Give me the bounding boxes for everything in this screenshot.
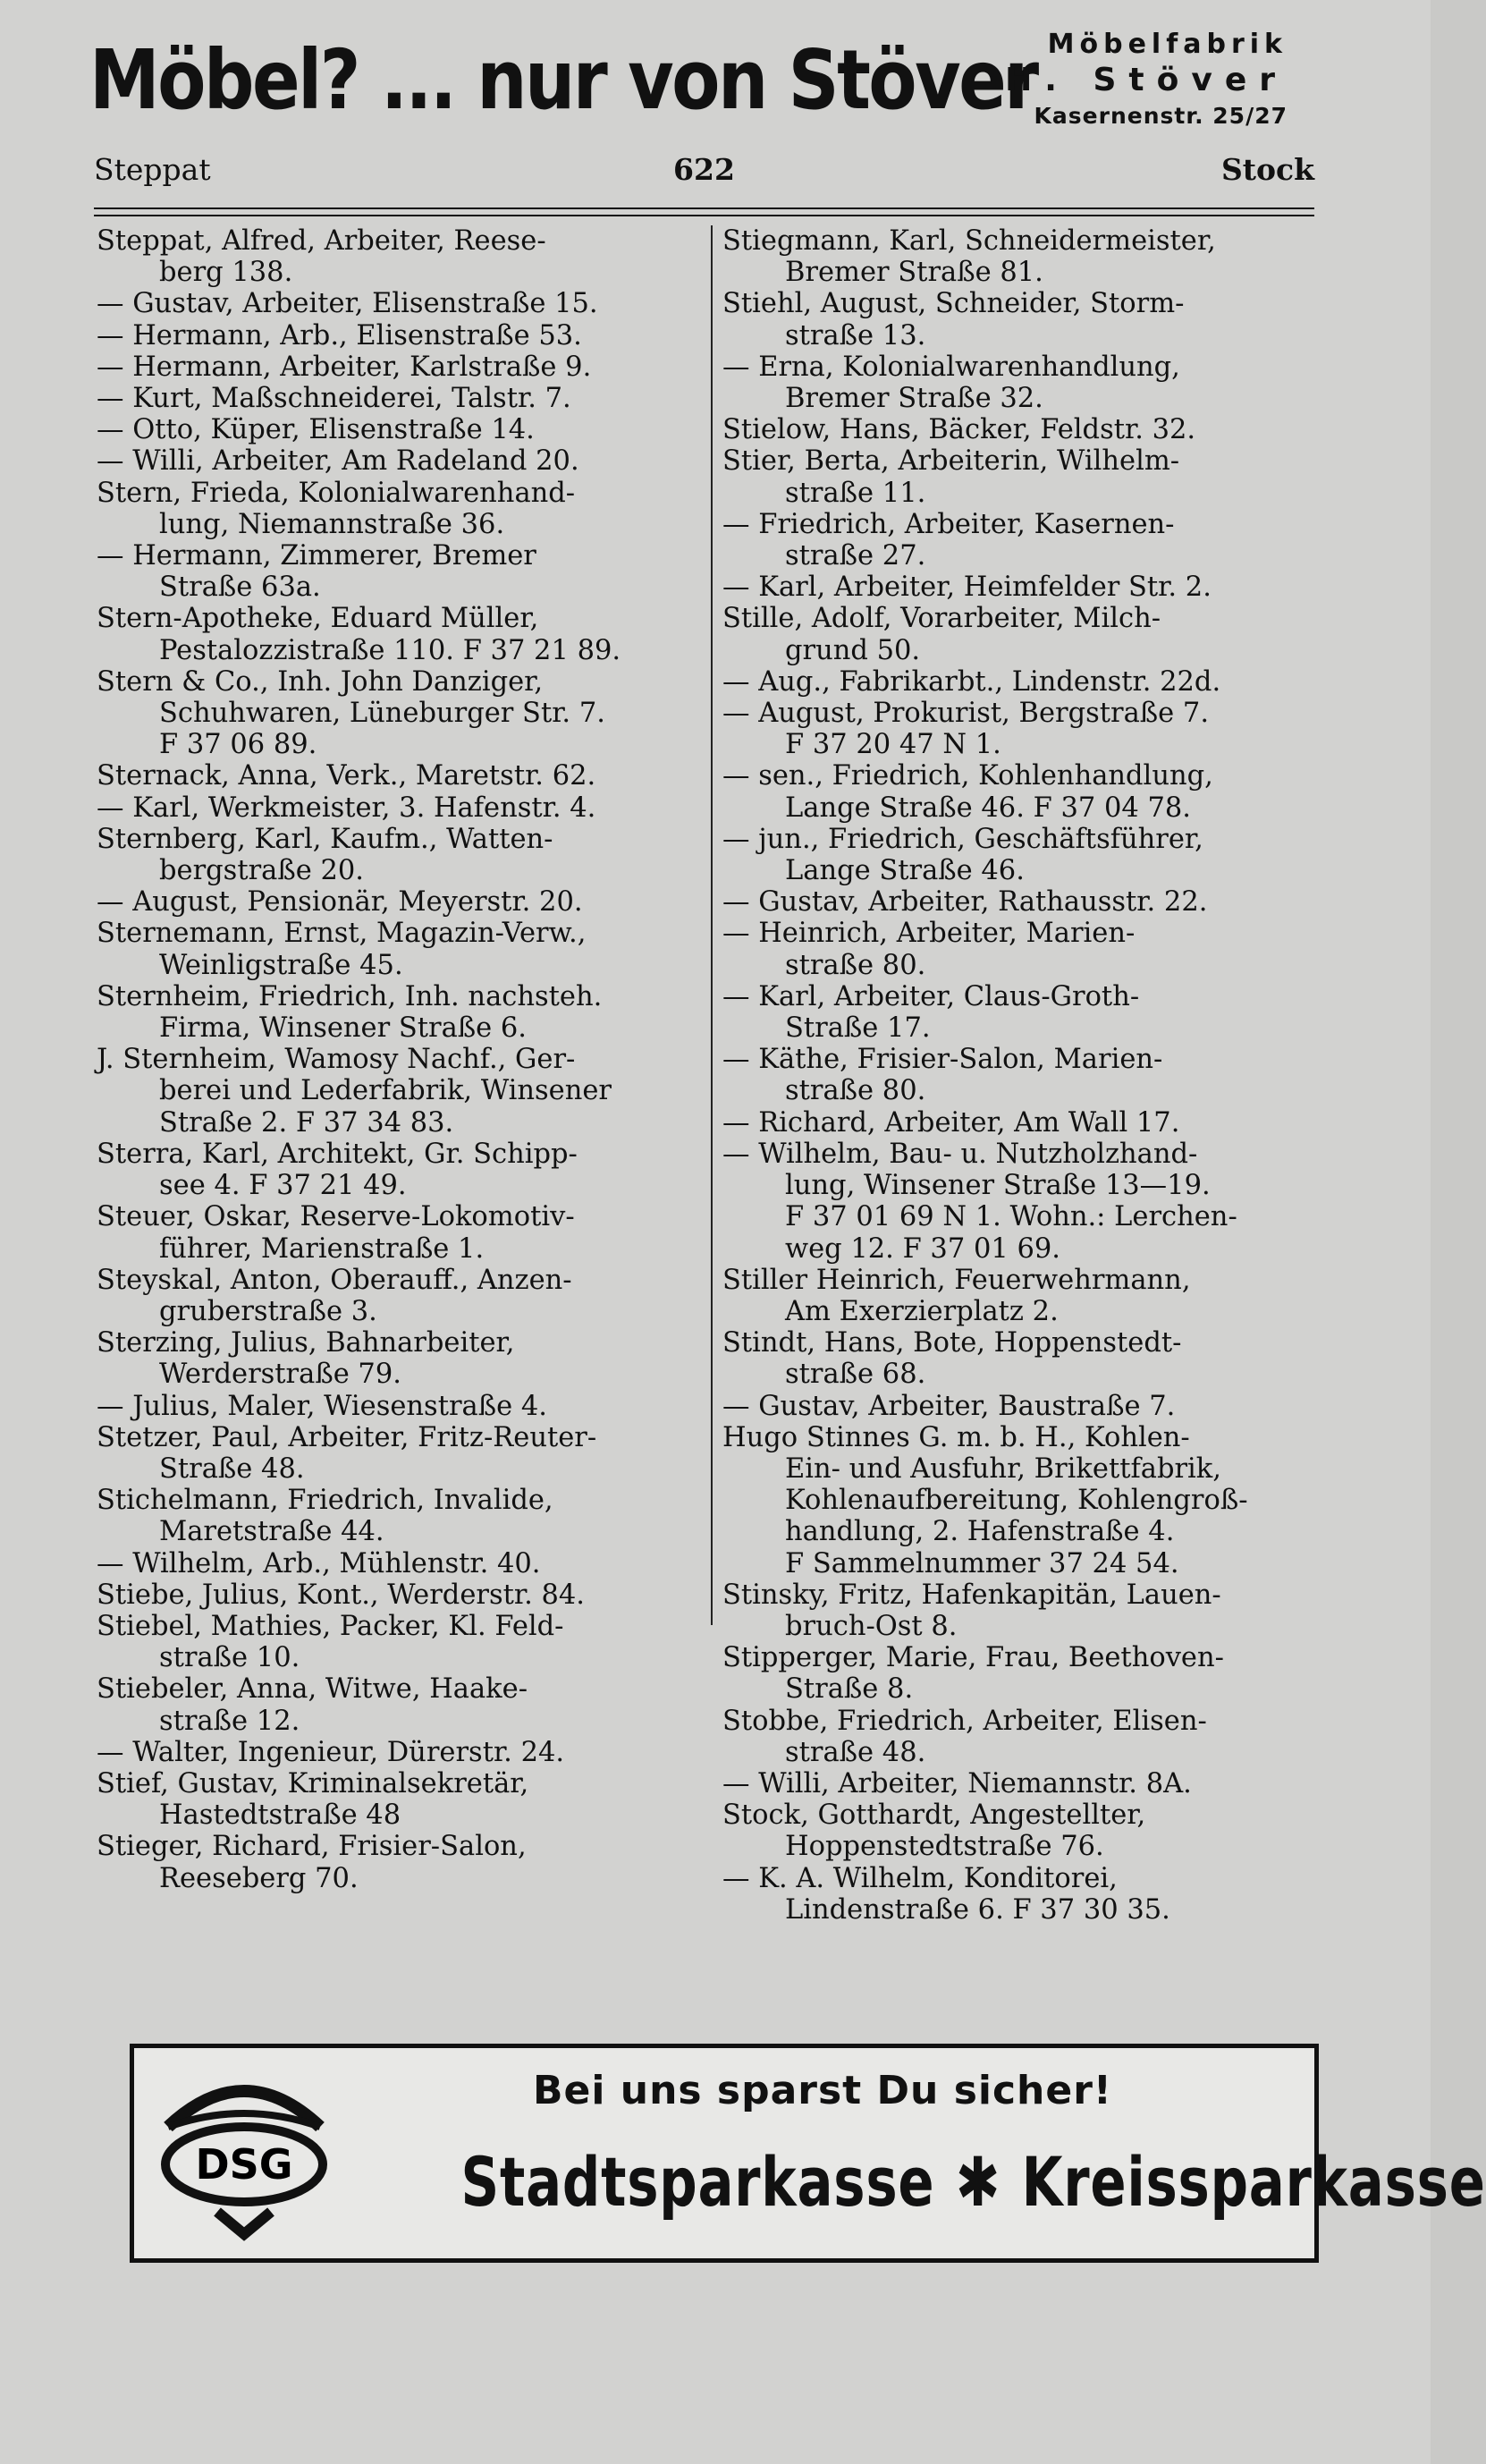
directory-entry	[722, 509, 1323, 572]
entry-line: — jun., Friedrich, Geschäftsführer,	[722, 823, 1203, 855]
directory-entry	[97, 414, 705, 445]
directory-entry	[722, 1579, 1323, 1642]
directory-entry	[722, 1799, 1323, 1862]
directory-entry	[722, 288, 1323, 351]
directory-entry	[722, 918, 1323, 980]
entry-line: Stinsky, Fritz, Hafenkapitän, Lauen-	[722, 1579, 1221, 1611]
directory-entry	[722, 1422, 1323, 1579]
directory-entry	[722, 1642, 1323, 1705]
entry-continuation-line: see 4. F 37 21 49.	[159, 1170, 407, 1202]
directory-entry	[722, 414, 1323, 445]
directory-entry	[722, 603, 1323, 665]
entry-continuation-line: Straße 48.	[159, 1452, 305, 1485]
directory-entry	[97, 1044, 705, 1139]
entry-continuation-line: Ein- und Ausfuhr, Brikettfabrik,	[785, 1452, 1221, 1485]
entry-line: — Willi, Arbeiter, Niemannstr. 8A.	[722, 1767, 1192, 1799]
entry-continuation-line: berg 138.	[159, 257, 293, 289]
directory-entry	[97, 1831, 705, 1893]
entry-line: — Heinrich, Arbeiter, Marien-	[722, 918, 1136, 950]
ad-box-line-2: H. Stöver	[1005, 62, 1288, 98]
entry-line: Stiebeler, Anna, Witwe, Haake-	[97, 1673, 528, 1706]
directory-entry	[722, 666, 1323, 698]
directory-entry	[97, 603, 705, 665]
directory-entry	[722, 572, 1323, 603]
entry-line: — Julius, Maler, Wiesenstraße 4.	[97, 1390, 547, 1422]
entry-line: — August, Pensionär, Meyerstr. 20.	[97, 886, 583, 919]
directory-entry	[97, 1265, 705, 1327]
entry-continuation-line: Straße 17.	[785, 1012, 931, 1045]
entry-continuation-line: Reeseberg 70.	[159, 1862, 359, 1894]
entry-continuation-line: bruch-Ost 8.	[785, 1610, 958, 1642]
directory-entry	[722, 445, 1323, 508]
entry-line: Stock, Gotthardt, Angestellter,	[722, 1799, 1146, 1832]
entry-continuation-line: Straße 8.	[785, 1673, 914, 1706]
entry-continuation-line: F 37 20 47 N 1.	[785, 729, 1001, 761]
page-number: 622	[673, 152, 735, 187]
entry-continuation-line: Lange Straße 46.	[785, 855, 1025, 887]
directory-entry	[97, 1391, 705, 1422]
star-icon: ✱	[955, 2142, 1001, 2222]
directory-entry	[722, 1391, 1323, 1422]
directory-entry	[97, 320, 705, 351]
entry-continuation-line: Weinligstraße 45.	[159, 949, 403, 981]
entry-continuation-line: Straße 63a.	[159, 572, 321, 604]
entry-line: — Karl, Arbeiter, Claus-Groth-	[722, 980, 1140, 1012]
directory-entry	[97, 540, 705, 603]
directory-entry	[722, 760, 1323, 823]
entry-line: — Karl, Werkmeister, 3. Hafenstr. 4.	[97, 792, 596, 824]
left-column	[97, 225, 705, 1894]
entry-continuation-line: Bremer Straße 32.	[785, 383, 1043, 415]
directory-entry	[97, 1673, 705, 1736]
entry-line: — Hermann, Arb., Elisenstraße 53.	[97, 319, 582, 351]
directory-entry	[722, 824, 1323, 886]
entry-continuation-line: lung, Niemannstraße 36.	[159, 508, 505, 540]
entry-line: Stieger, Richard, Frisier-Salon,	[97, 1831, 527, 1863]
entry-line: Stille, Adolf, Vorarbeiter, Milch-	[722, 603, 1161, 635]
directory-entry	[97, 1327, 705, 1390]
entry-line: — Hermann, Zimmerer, Bremer	[97, 540, 536, 572]
entry-line: — Karl, Arbeiter, Heimfelder Str. 2.	[722, 572, 1212, 604]
ad-box-line-1: Möbelfabrik	[1047, 29, 1288, 60]
entry-line: Steppat, Alfred, Arbeiter, Reese-	[97, 225, 546, 257]
entry-line: Sternheim, Friedrich, Inh. nachsteh.	[97, 980, 603, 1012]
entry-line: Stiehl, August, Schneider, Storm-	[722, 288, 1185, 320]
entry-continuation-line: Hoppenstedtstraße 76.	[785, 1831, 1104, 1863]
ad-box-line-3: Kasernenstr. 25/27	[1034, 103, 1288, 129]
entry-continuation-line: F Sammelnummer 37 24 54.	[785, 1547, 1179, 1579]
directory-entry	[97, 918, 705, 980]
directory-entry	[722, 1139, 1323, 1265]
bottom-advertisement	[130, 2044, 1486, 2263]
entry-line: Sternack, Anna, Verk., Maretstr. 62.	[97, 760, 596, 792]
bank-names	[460, 2129, 1486, 2236]
ad-company-box	[992, 27, 1288, 134]
entry-line: — Friedrich, Arbeiter, Kasernen-	[722, 508, 1175, 540]
ad-tagline: Bei uns sparst Du sicher!	[532, 2068, 1112, 2113]
directory-entry	[97, 1579, 705, 1611]
directory-entry	[97, 981, 705, 1044]
entry-line: — Wilhelm, Arb., Mühlenstr. 40.	[97, 1547, 541, 1579]
entry-continuation-line: Straße 2. F 37 34 83.	[159, 1106, 454, 1139]
entry-continuation-line: straße 27.	[785, 540, 926, 572]
entry-continuation-line: Am Exerzierplatz 2.	[785, 1295, 1059, 1327]
entry-line: — August, Prokurist, Bergstraße 7.	[722, 698, 1210, 730]
entry-continuation-line: straße 11.	[785, 477, 926, 509]
entry-line: Stern & Co., Inh. John Danziger,	[97, 665, 544, 698]
entry-line: — Gustav, Arbeiter, Baustraße 7.	[722, 1390, 1176, 1422]
directory-entry	[722, 351, 1323, 414]
directory-entry	[97, 1611, 705, 1673]
entry-continuation-line: Lindenstraße 6. F 37 30 35.	[785, 1893, 1170, 1926]
entry-continuation-line: Hastedtstraße 48	[159, 1799, 401, 1832]
entry-line: — Erna, Kolonialwarenhandlung,	[722, 351, 1180, 383]
directory-entry	[722, 1706, 1323, 1768]
directory-entry	[722, 1044, 1323, 1106]
entry-line: Steuer, Oskar, Reserve-Lokomotiv-	[97, 1201, 575, 1233]
entry-line: J. Sternheim, Wamosy Nachf., Ger-	[97, 1044, 576, 1076]
directory-entry	[97, 351, 705, 383]
directory-entry	[97, 666, 705, 761]
entry-line: — Käthe, Frisier-Salon, Marien-	[722, 1044, 1163, 1076]
entry-line: — Kurt, Maßschneiderei, Talstr. 7.	[97, 383, 571, 415]
directory-entry	[97, 886, 705, 918]
directory-entry	[97, 383, 705, 414]
entry-continuation-line: Lange Straße 46. F 37 04 78.	[785, 792, 1191, 824]
entry-line: — Aug., Fabrikarbt., Lindenstr. 22d.	[722, 665, 1221, 698]
top-advertisement	[89, 27, 1288, 134]
directory-entry	[722, 886, 1323, 918]
directory-entry	[97, 1139, 705, 1201]
entry-line: Stief, Gustav, Kriminalsekretär,	[97, 1767, 529, 1799]
directory-entry	[97, 225, 705, 288]
entry-line: Hugo Stinnes G. m. b. H., Kohlen-	[722, 1421, 1190, 1453]
entry-continuation-line: F 37 06 89.	[159, 729, 317, 761]
directory-entry	[722, 981, 1323, 1044]
directory-entry	[97, 445, 705, 477]
entry-line: Stier, Berta, Arbeiterin, Wilhelm-	[722, 445, 1180, 478]
logo-text: DSG	[195, 2140, 293, 2189]
directory-entry	[97, 1201, 705, 1264]
header-first-entry: Steppat	[94, 152, 211, 187]
entry-continuation-line: Schuhwaren, Lüneburger Str. 7.	[159, 698, 605, 730]
directory-entry	[97, 824, 705, 886]
entry-line: Stichelmann, Friedrich, Invalide,	[97, 1485, 553, 1517]
directory-entry	[722, 1768, 1323, 1799]
entry-continuation-line: lung, Winsener Straße 13—19.	[785, 1170, 1211, 1202]
entry-line: Stipperger, Marie, Frau, Beethoven-	[722, 1642, 1224, 1674]
entry-continuation-line: Firma, Winsener Straße 6.	[159, 1012, 528, 1045]
directory-entry	[97, 288, 705, 319]
directory-entry	[97, 1768, 705, 1831]
entry-continuation-line: straße 12.	[159, 1705, 300, 1737]
directory-entry	[722, 1107, 1323, 1139]
entry-continuation-line: straße 80.	[785, 1075, 926, 1107]
entry-line: Sternberg, Karl, Kaufm., Watten-	[97, 823, 553, 855]
entry-line: — Walter, Ingenieur, Dürerstr. 24.	[97, 1736, 565, 1768]
entry-continuation-line: Maretstraße 44.	[159, 1516, 384, 1548]
running-header	[94, 152, 1314, 197]
entry-line: Stielow, Hans, Bäcker, Feldstr. 32.	[722, 414, 1196, 446]
entry-line: Sterra, Karl, Architekt, Gr. Schipp-	[97, 1138, 578, 1170]
header-last-entry: Stock	[1220, 152, 1314, 187]
entry-line: — Gustav, Arbeiter, Elisenstraße 15.	[97, 288, 598, 320]
entry-line: — sen., Friedrich, Kohlenhandlung,	[722, 760, 1213, 792]
entry-line: — Willi, Arbeiter, Am Radeland 20.	[97, 445, 579, 478]
entry-line: Stiebel, Mathies, Packer, Kl. Feld-	[97, 1610, 564, 1642]
directory-entry	[97, 1548, 705, 1579]
entry-continuation-line: weg 12. F 37 01 69.	[785, 1232, 1060, 1265]
entry-continuation-line: Bremer Straße 81.	[785, 257, 1043, 289]
entry-continuation-line: F 37 01 69 N 1. Wohn.: Lerchen-	[785, 1201, 1237, 1233]
entry-line: Stiller Heinrich, Feuerwehrmann,	[722, 1264, 1191, 1296]
entry-continuation-line: straße 68.	[785, 1359, 926, 1391]
entry-continuation-line: straße 10.	[159, 1642, 300, 1674]
entry-line: Stern, Frieda, Kolonialwarenhand-	[97, 477, 576, 509]
entry-line: Stiegmann, Karl, Schneidermeister,	[722, 225, 1216, 257]
entry-continuation-line: Pestalozzistraße 110. F 37 21 89.	[159, 634, 621, 666]
column-divider	[711, 225, 713, 1625]
directory-entry	[722, 1265, 1323, 1327]
entry-line: Stern-Apotheke, Eduard Müller,	[97, 603, 539, 635]
entry-line: — Gustav, Arbeiter, Rathausstr. 22.	[722, 886, 1208, 919]
entry-continuation-line: straße 13.	[785, 319, 926, 351]
directory-entry	[722, 698, 1323, 760]
directory-entry	[722, 1327, 1323, 1390]
entry-line: Sterzing, Julius, Bahnarbeiter,	[97, 1327, 515, 1359]
entry-line: Stiebe, Julius, Kont., Werderstr. 84.	[97, 1579, 585, 1611]
entry-continuation-line: berei und Lederfabrik, Winsener	[159, 1075, 612, 1107]
entry-line: Stobbe, Friedrich, Arbeiter, Elisen-	[722, 1705, 1207, 1737]
entry-line: — Richard, Arbeiter, Am Wall 17.	[722, 1106, 1180, 1139]
bank-left-name: Stadtsparkasse	[460, 2142, 935, 2222]
entry-line: Stindt, Hans, Bote, Hoppenstedt-	[722, 1327, 1182, 1359]
entry-continuation-line: Werderstraße 79.	[159, 1359, 401, 1391]
directory-entry	[97, 1422, 705, 1485]
entry-continuation-line: straße 80.	[785, 949, 926, 981]
directory-entry	[722, 1863, 1323, 1926]
directory-entry	[97, 1737, 705, 1768]
ad-slogan: Möbel? ... nur von Stöver	[89, 32, 1037, 128]
entry-line: — K. A. Wilhelm, Konditorei,	[722, 1862, 1118, 1894]
directory-entry	[97, 792, 705, 824]
entry-continuation-line: handlung, 2. Hafenstraße 4.	[785, 1516, 1175, 1548]
sparkasse-logo-icon	[150, 2064, 338, 2252]
directory-entry	[97, 1485, 705, 1547]
entry-line: Sternemann, Ernst, Magazin-Verw.,	[97, 918, 587, 950]
directory-entry	[97, 478, 705, 540]
right-column	[722, 225, 1323, 1926]
entry-line: Steyskal, Anton, Oberauff., Anzen-	[97, 1264, 572, 1296]
entry-continuation-line: straße 48.	[785, 1736, 926, 1768]
entry-line: — Hermann, Arbeiter, Karlstraße 9.	[97, 351, 592, 383]
entry-continuation-line: bergstraße 20.	[159, 855, 364, 887]
entry-continuation-line: Kohlenaufbereitung, Kohlengroß-	[785, 1485, 1248, 1517]
entry-continuation-line: gruberstraße 3.	[159, 1295, 377, 1327]
bank-right-name: Kreissparkasse	[1021, 2142, 1486, 2222]
directory-entry	[722, 225, 1323, 288]
directory-entry	[97, 760, 705, 792]
entry-continuation-line: führer, Marienstraße 1.	[159, 1232, 485, 1265]
entry-line: Stetzer, Paul, Arbeiter, Fritz-Reuter-	[97, 1421, 597, 1453]
entry-continuation-line: grund 50.	[785, 634, 921, 666]
entry-line: — Wilhelm, Bau- u. Nutzholzhand-	[722, 1138, 1198, 1170]
header-rule	[94, 207, 1314, 216]
entry-line: — Otto, Küper, Elisenstraße 14.	[97, 414, 535, 446]
